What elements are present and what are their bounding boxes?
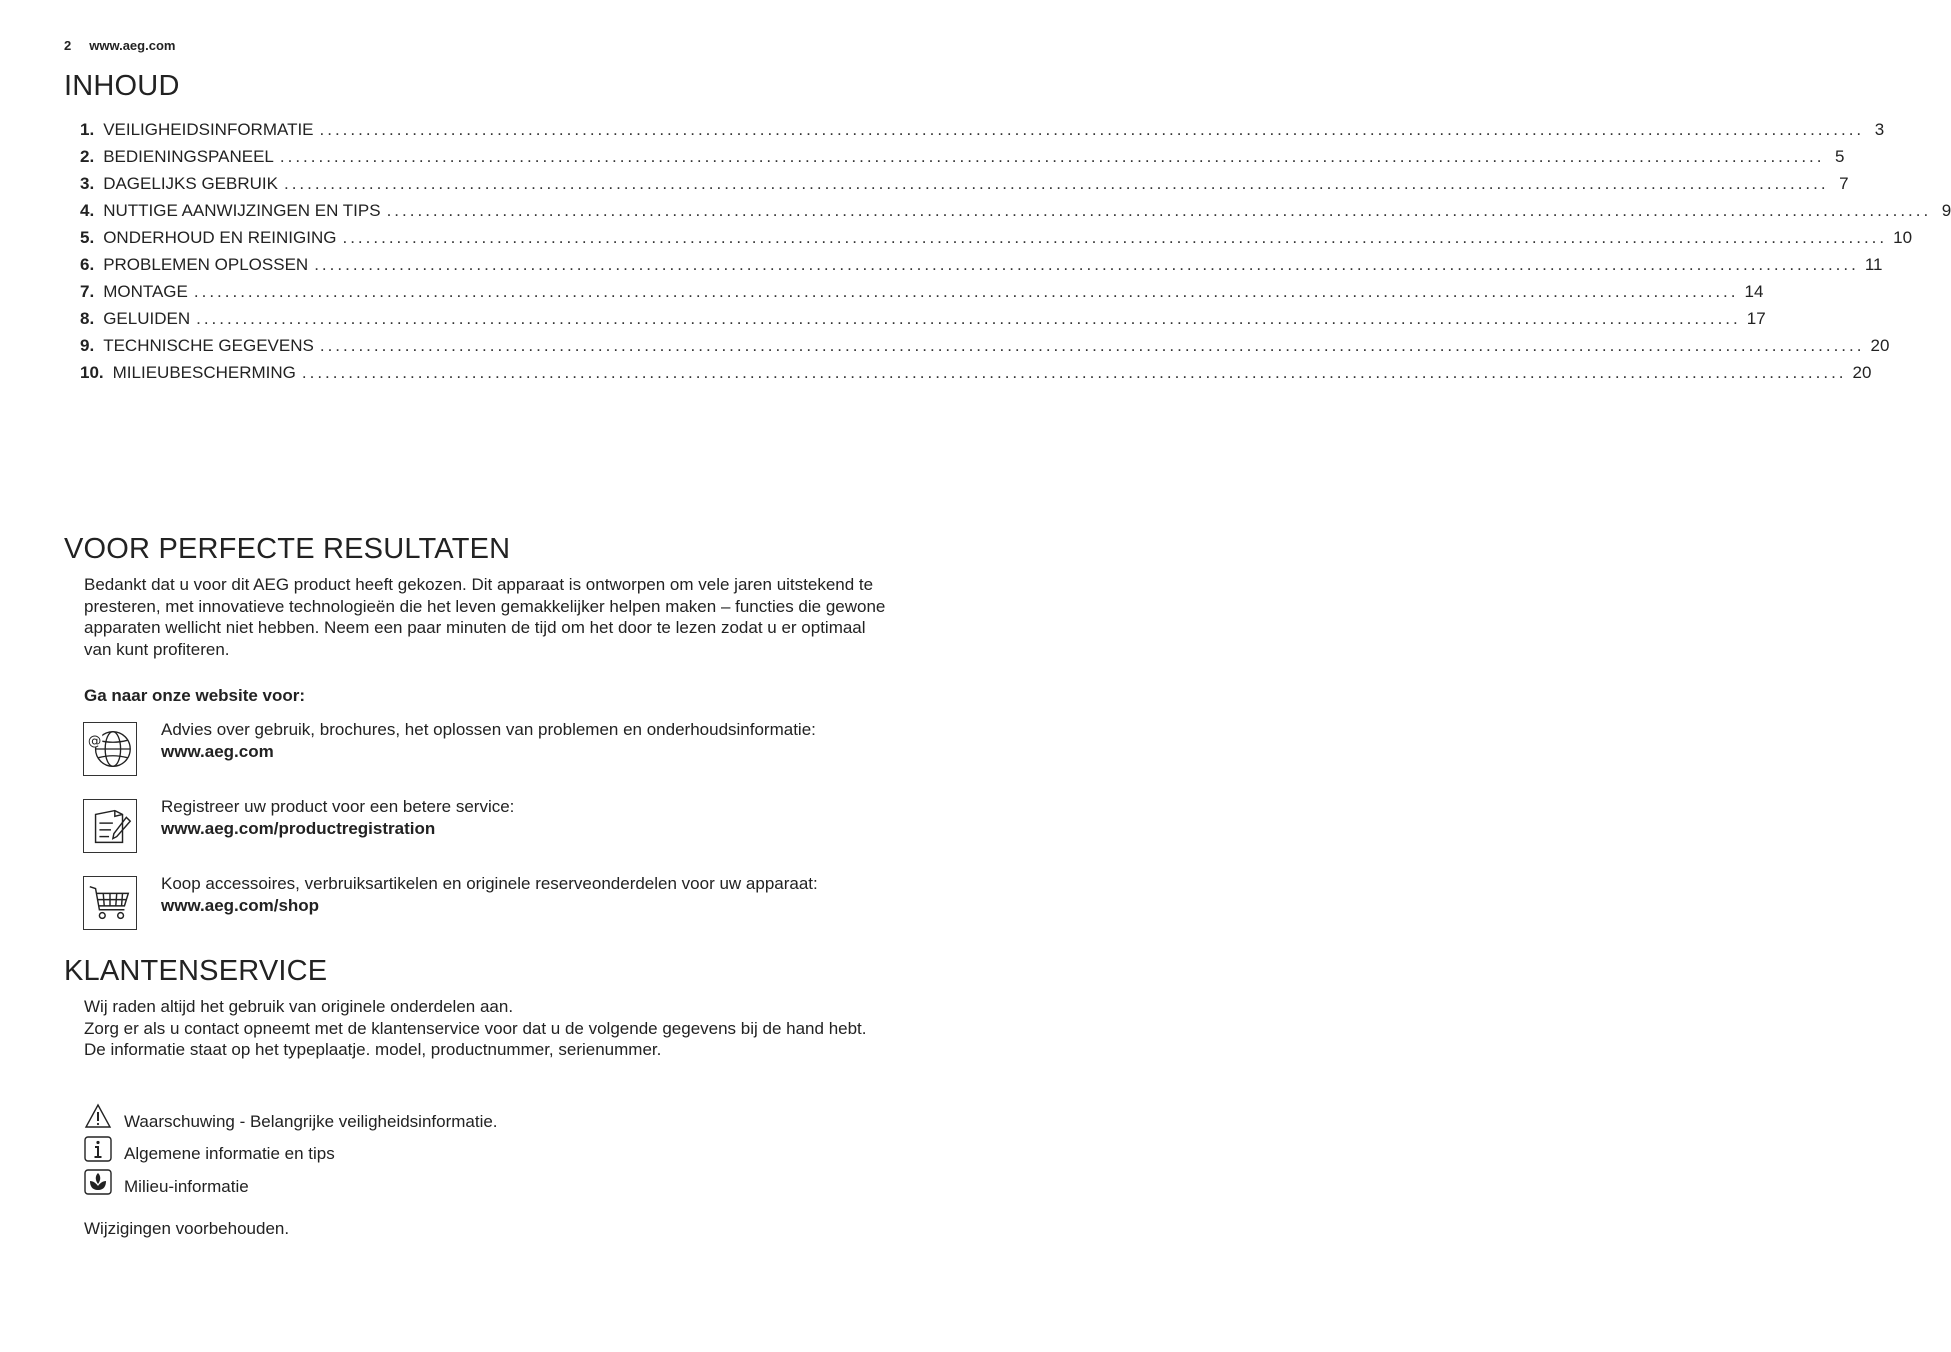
toc-entry-number: 9. [80, 336, 95, 355]
toc-entry-title: VEILIGHEIDSINFORMATIE [103, 120, 314, 139]
website-item-registration [161, 796, 891, 839]
service-text [84, 996, 894, 1061]
toc-entry[interactable] [80, 255, 1883, 282]
header-website: www.aeg.com [89, 38, 176, 53]
toc-entry-number: 1. [80, 120, 95, 139]
toc-entry-number: 2. [80, 147, 95, 166]
toc-dot-leader: ........................................................................................................................................................................................................ [193, 282, 1739, 301]
toc-entry[interactable] [80, 309, 1766, 336]
toc-entry[interactable] [80, 336, 1890, 363]
toc-entry-page: 9 [1941, 201, 1951, 220]
toc-entry[interactable] [80, 174, 1849, 201]
website-heading: Ga naar onze website voor: [84, 686, 306, 705]
results-title: VOOR PERFECTE RESULTATEN [64, 533, 511, 565]
toc-entry-title: BEDIENINGSPANEEL [103, 147, 274, 166]
toc-entry-title: MILIEUBESCHERMING [112, 363, 296, 382]
website-link[interactable]: www.aeg.com/productregistration [161, 818, 436, 838]
service-line: Zorg er als u contact opneemt met de klantenservice voor dat u de volgende gegevens bij de hand hebt. [84, 1018, 867, 1038]
toc-dot-leader: ........................................................................................................................................................................................................ [196, 309, 1741, 328]
legend-warning-text: Waarschuwing - Belangrijke veiligheidsinformatie. [124, 1112, 498, 1131]
warning-icon [84, 1103, 112, 1129]
toc-entry-title: TECHNISCHE GEGEVENS [103, 336, 314, 355]
toc-dot-leader: ........................................................................................................................................................................................................ [279, 147, 1825, 166]
info-icon [84, 1136, 112, 1162]
toc-dot-leader: ........................................................................................................................................................................................................ [314, 255, 1859, 274]
toc-entry-title: NUTTIGE AANWIJZINGEN EN TIPS [103, 201, 381, 220]
toc-entry-title: GELUIDEN [103, 309, 191, 328]
toc-entry-title: ONDERHOUD EN REINIGING [103, 228, 337, 247]
toc-entry-page: 20 [1852, 363, 1872, 382]
toc-entry-page: 3 [1874, 120, 1885, 139]
toc-entry-page: 10 [1893, 228, 1913, 247]
service-line: Wij raden altijd het gebruik van originele onderdelen aan. [84, 997, 514, 1016]
toc-entry-page: 11 [1864, 255, 1883, 274]
toc-entry-title: MONTAGE [103, 282, 188, 301]
service-title: KLANTENSERVICE [64, 955, 328, 987]
toc-dot-leader: ........................................................................................................................................................................................................ [283, 174, 1829, 193]
toc-dot-leader: ........................................................................................................................................................................................................ [301, 363, 1847, 382]
website-link[interactable]: www.aeg.com/shop [161, 895, 320, 915]
legend-info-text: Algemene informatie en tips [124, 1144, 335, 1163]
toc-entry-page: 7 [1839, 174, 1849, 193]
toc-entry[interactable] [80, 147, 1845, 174]
toc-entry-page: 5 [1835, 147, 1845, 166]
toc-entry[interactable] [80, 201, 1951, 228]
toc-entry-title: PROBLEMEN OPLOSSEN [103, 255, 309, 274]
service-line: De informatie staat op het typeplaatje. model, productnummer, serienummer. [84, 1040, 662, 1059]
registration-form-icon [83, 799, 137, 853]
globe-at-icon [83, 722, 137, 776]
legend-environment-text: Milieu-informatie [124, 1177, 249, 1196]
website-link[interactable]: www.aeg.com [161, 741, 274, 761]
toc-entry-page: 14 [1744, 282, 1764, 301]
website-item-text: Koop accessoires, verbruiksartikelen en originele reserveonderdelen voor uw apparaat: [161, 874, 818, 893]
toc-entry-title: DAGELIJKS GEBRUIK [103, 174, 278, 193]
toc-entry-number: 5. [80, 228, 95, 247]
table-of-contents [80, 120, 1951, 390]
toc-dot-leader: ........................................................................................................................................................................................................ [319, 336, 1865, 355]
toc-entry-page: 20 [1870, 336, 1890, 355]
environment-icon [84, 1169, 112, 1195]
website-item-text: Advies over gebruik, brochures, het oplossen van problemen en onderhoudsinformatie: [161, 720, 816, 739]
footer-note: Wijzigingen voorbehouden. [84, 1219, 290, 1238]
toc-entry-number: 10. [80, 363, 104, 382]
toc-dot-leader: ........................................................................................................................................................................................................ [319, 120, 1865, 139]
toc-entry[interactable] [80, 363, 1872, 390]
toc-title: INHOUD [64, 70, 180, 102]
toc-dot-leader: ........................................................................................................................................................................................................ [342, 228, 1888, 247]
page-header [64, 38, 175, 53]
website-item-text: Registreer uw product voor een betere service: [161, 797, 515, 816]
toc-entry-number: 3. [80, 174, 95, 193]
shopping-cart-icon [83, 876, 137, 930]
website-item-shop [161, 873, 891, 916]
toc-entry-number: 6. [80, 255, 95, 274]
results-intro: Bedankt dat u voor dit AEG product heeft gekozen. Dit apparaat is ontworpen om vele jaren uitstekend te presteren, met innovatieve technologieën die het leven gemakkelijker helpen maken – functies die gewone apparaten wellicht niet hebben. Neem een paar minuten de tijd om het door te lezen zodat u er optimaal van kunt profiteren. [84, 575, 886, 659]
toc-entry[interactable] [80, 228, 1913, 255]
toc-dot-leader: ........................................................................................................................................................................................................ [386, 201, 1932, 220]
toc-entry[interactable] [80, 120, 1885, 147]
toc-entry-number: 7. [80, 282, 95, 301]
toc-entry-number: 4. [80, 201, 95, 220]
page-number: 2 [64, 38, 72, 53]
toc-entry[interactable] [80, 282, 1764, 309]
website-item-support [161, 719, 891, 762]
svg-text:@: @ [87, 733, 102, 750]
toc-entry-page: 17 [1746, 309, 1766, 328]
toc-entry-number: 8. [80, 309, 95, 328]
